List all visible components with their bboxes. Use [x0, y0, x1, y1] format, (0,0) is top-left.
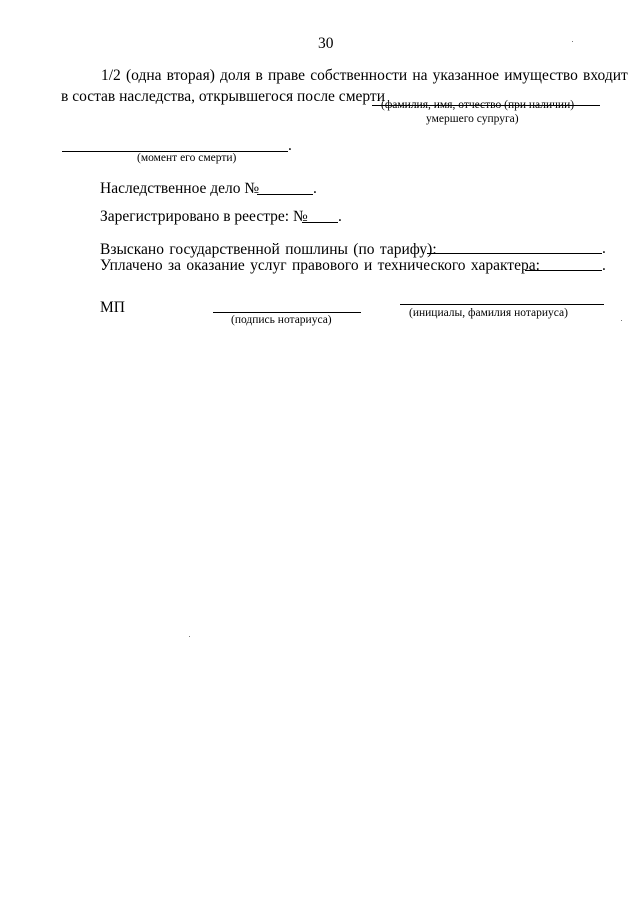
case-period: . [313, 180, 317, 197]
registry-number-field[interactable] [302, 222, 338, 223]
notary-signature-caption: (подпись нотариуса) [231, 314, 332, 326]
services-paid-field[interactable] [525, 270, 602, 271]
moment-of-death-caption: (момент его смерти) [137, 152, 237, 164]
deceased-name-caption-line-2: умершего супруга) [426, 113, 519, 125]
seal-place-label: МП [100, 299, 125, 316]
share-statement-line-2: в состав наследства, открывшегося после смерти [61, 88, 385, 105]
scan-speck [621, 320, 622, 321]
scan-speck [572, 41, 573, 42]
notary-signature-field[interactable] [213, 312, 361, 313]
notary-name-field[interactable] [400, 304, 604, 305]
page-number: 30 [318, 35, 334, 52]
share-statement-line-1: 1/2 (одна вторая) доля в праве собственности на указанное имущество входит [101, 67, 628, 84]
state-duty-period: . [602, 240, 606, 257]
registry-label: Зарегистрировано в реестре: № [100, 208, 308, 225]
moment-line-period: . [288, 137, 292, 154]
state-duty-label: Взыскано государственной пошлины (по тарифу): [100, 241, 437, 258]
case-number-field[interactable] [257, 194, 313, 195]
case-label: Наследственное дело № [100, 180, 260, 197]
services-paid-label: Уплачено за оказание услуг правового и технического характера: [100, 257, 540, 274]
services-paid-period: . [602, 257, 606, 274]
notary-name-caption: (инициалы, фамилия нотариуса) [409, 307, 568, 319]
registry-period: . [338, 208, 342, 225]
state-duty-field[interactable] [427, 253, 602, 254]
scan-speck [189, 636, 190, 637]
deceased-name-caption-line-1: (фамилия, имя, отчество (при наличии) [381, 99, 575, 111]
